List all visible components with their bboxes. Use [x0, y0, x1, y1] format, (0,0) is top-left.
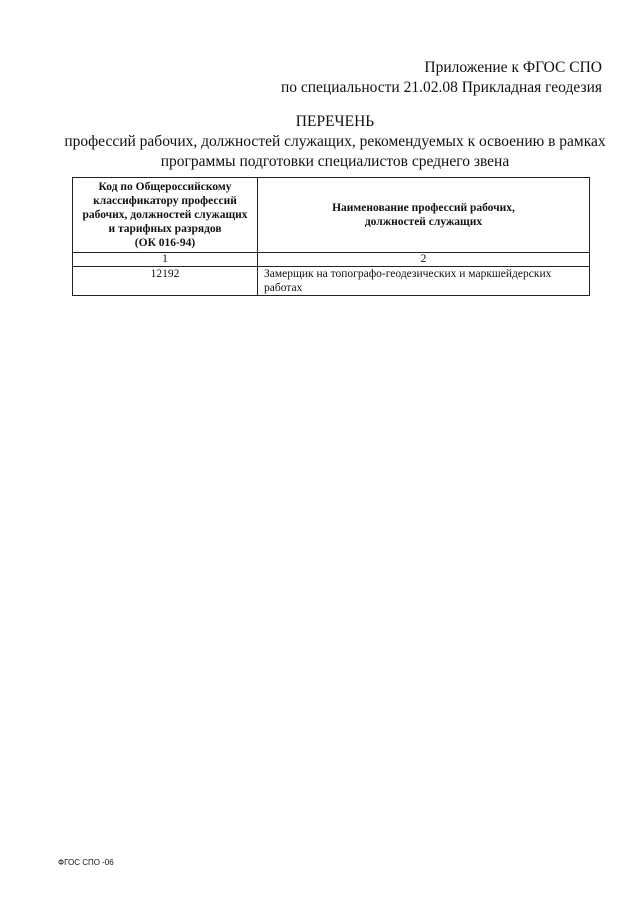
title-line-2: программы подготовки специалистов среднего звена	[160, 153, 510, 170]
header-name-line: Наименование профессий рабочих,	[332, 202, 515, 214]
header-name-line: должностей служащих	[364, 216, 483, 228]
header-code-line: и тарифных разрядов	[108, 223, 222, 235]
column-number: 2	[258, 253, 590, 267]
header-code-column	[73, 178, 258, 253]
header-name-column	[258, 178, 590, 253]
appendix-line-2: по специальности 21.02.08 Прикладная геодезия	[280, 79, 602, 96]
column-number: 1	[73, 253, 258, 267]
footer-label: ФГОС СПО -06	[58, 858, 114, 867]
appendix-note	[281, 58, 602, 98]
profession-code: 12192	[73, 267, 258, 296]
professions-table	[72, 177, 590, 296]
table-header-row	[73, 178, 590, 253]
column-number-row	[73, 253, 590, 267]
header-code-line: рабочих, должностей служащих	[82, 209, 248, 221]
title-line-1: профессий рабочих, должностей служащих, рекомендуемых к освоению в рамках	[64, 133, 606, 150]
table-row	[73, 267, 590, 296]
title-heading: ПЕРЕЧЕНЬ	[295, 113, 375, 130]
header-code-line: (ОК 016-94)	[134, 237, 196, 249]
header-code-line: Код по Общероссийскому	[98, 181, 232, 193]
profession-name: Замерщик на топографо-геодезических и маркшейдерских работах	[258, 267, 590, 296]
header-code-line: классификатору профессий	[93, 195, 237, 207]
appendix-line-1: Приложение к ФГОС СПО	[424, 59, 602, 76]
document-title	[40, 112, 630, 172]
